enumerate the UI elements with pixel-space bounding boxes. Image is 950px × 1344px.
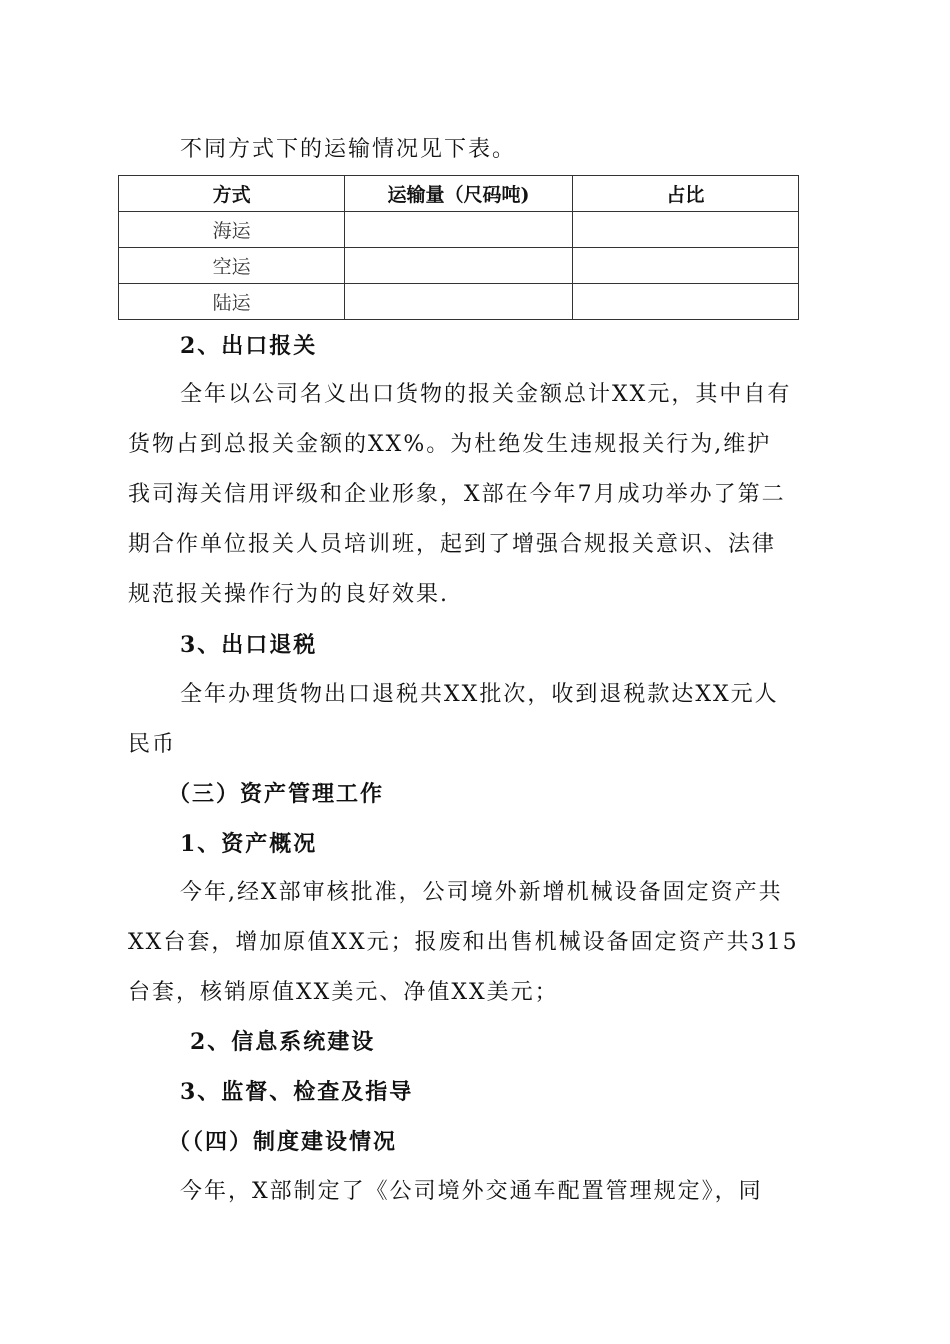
asset-management-heading: （三）资产管理工作 <box>168 781 385 807</box>
table-intro-text: 不同方式下的运输情况见下表。 <box>180 137 517 162</box>
export-declaration-heading: 2、出口报关 <box>180 333 318 359</box>
paragraph-line: XX台套，增加原值XX元；报废和出售机械设备固定资产共315 <box>128 930 799 955</box>
cell-share <box>572 284 798 320</box>
paragraph-line: 民币 <box>128 732 177 757</box>
table-row <box>119 284 799 320</box>
paragraph-line: 台套，核销原值XX美元、净值XX美元； <box>128 980 559 1005</box>
paragraph-line: 全年以公司名义出口货物的报关金额总计XX元，其中自有 <box>180 382 792 407</box>
system-building-heading: （（四）制度建设情况 <box>168 1129 398 1155</box>
cell-share <box>572 212 798 248</box>
cell-volume <box>345 284 572 320</box>
header-mode: 方式 <box>119 176 345 212</box>
header-share: 占比 <box>572 176 798 212</box>
tax-refund-heading: 3、出口退税 <box>180 632 318 658</box>
cell-mode: 陆运 <box>119 284 345 320</box>
paragraph-line: 规范报关操作行为的良好效果. <box>128 582 449 607</box>
transport-table <box>118 175 799 320</box>
cell-mode: 海运 <box>119 212 345 248</box>
cell-mode: 空运 <box>119 248 345 284</box>
cell-volume <box>345 212 572 248</box>
table-row <box>119 212 799 248</box>
paragraph-line: 我司海关信用评级和企业形象，X部在今年7月成功举办了第二 <box>128 482 786 507</box>
cell-share <box>572 248 798 284</box>
paragraph-line: 全年办理货物出口退税共XX批次，收到退税款达XX元人 <box>180 682 779 707</box>
table-row <box>119 248 799 284</box>
cell-volume <box>345 248 572 284</box>
paragraph-line: 今年，X部制定了《公司境外交通车配置管理规定》，同 <box>180 1179 763 1204</box>
paragraph-line: 今年,经X部审核批准，公司境外新增机械设备固定资产共 <box>180 880 783 905</box>
paragraph-line: 期合作单位报关人员培训班，起到了增强合规报关意识、法律 <box>128 532 777 557</box>
info-system-heading: 2、信息系统建设 <box>190 1029 376 1055</box>
header-volume: 运输量（尺码吨) <box>345 176 572 212</box>
table-header-row <box>119 176 799 212</box>
supervision-heading: 3、监督、检查及指导 <box>180 1079 414 1105</box>
paragraph-line: 货物占到总报关金额的XX%。为杜绝发生违规报关行为,维护 <box>128 432 772 457</box>
asset-overview-heading: 1、资产概况 <box>180 831 318 857</box>
